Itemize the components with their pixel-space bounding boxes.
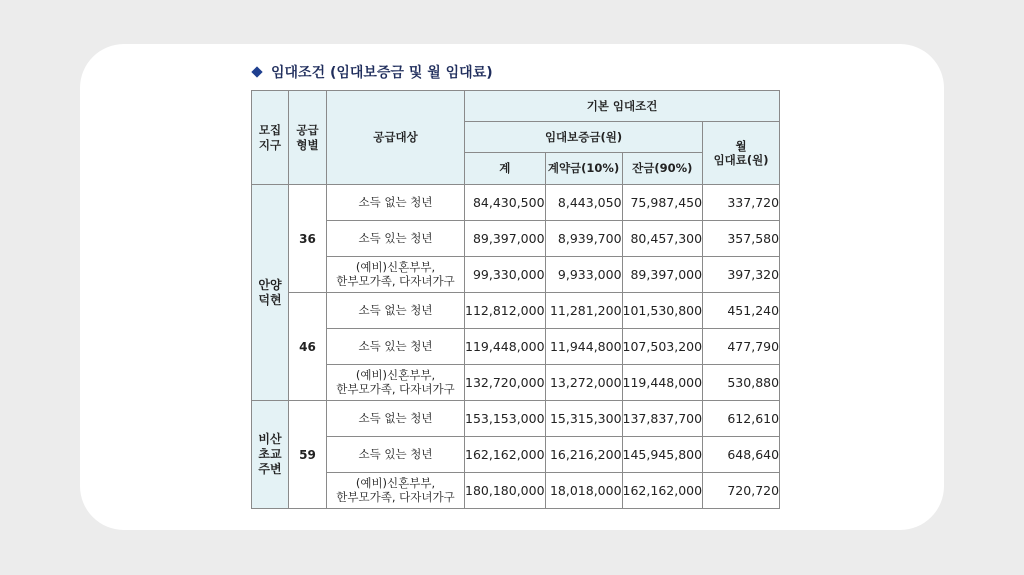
header-target: 공급대상 [327, 91, 465, 185]
monthly-cell: 337,720 [703, 185, 780, 221]
supply-type-cell: 59 [289, 401, 327, 509]
header-total: 계 [465, 153, 546, 185]
contract-cell: 8,939,700 [545, 221, 622, 257]
monthly-cell: 648,640 [703, 437, 780, 473]
header-supply-type: 공급 형별 [289, 91, 327, 185]
contract-cell: 15,315,300 [545, 401, 622, 437]
balance-cell: 162,162,000 [622, 473, 703, 509]
target-cell: 소득 없는 청년 [327, 185, 465, 221]
target-cell: (예비)신혼부부, 한부모가족, 다자녀가구 [327, 257, 465, 293]
header-contract: 계약금(10%) [545, 153, 622, 185]
target-cell: 소득 있는 청년 [327, 437, 465, 473]
total-cell: 99,330,000 [465, 257, 546, 293]
total-cell: 153,153,000 [465, 401, 546, 437]
total-cell: 89,397,000 [465, 221, 546, 257]
header-monthly-rent: 월 임대료(원) [703, 122, 780, 185]
monthly-cell: 720,720 [703, 473, 780, 509]
total-cell: 84,430,500 [465, 185, 546, 221]
monthly-cell: 530,880 [703, 365, 780, 401]
contract-cell: 9,933,000 [545, 257, 622, 293]
total-cell: 180,180,000 [465, 473, 546, 509]
header-balance: 잔금(90%) [622, 153, 703, 185]
contract-cell: 16,216,200 [545, 437, 622, 473]
total-cell: 132,720,000 [465, 365, 546, 401]
monthly-cell: 397,320 [703, 257, 780, 293]
total-cell: 112,812,000 [465, 293, 546, 329]
section-heading [251, 62, 493, 82]
district-bisan: 비산 초교 주변 [252, 401, 289, 509]
header-deposit: 임대보증금(원) [465, 122, 703, 153]
table-row [252, 401, 780, 437]
balance-cell: 145,945,800 [622, 437, 703, 473]
total-cell: 119,448,000 [465, 329, 546, 365]
supply-type-cell: 46 [289, 293, 327, 401]
table-row [252, 365, 780, 401]
balance-cell: 107,503,200 [622, 329, 703, 365]
balance-cell: 101,530,800 [622, 293, 703, 329]
diamond-bullet-icon [251, 66, 262, 77]
target-cell: 소득 있는 청년 [327, 329, 465, 365]
target-cell: 소득 있는 청년 [327, 221, 465, 257]
contract-cell: 18,018,000 [545, 473, 622, 509]
table-row [252, 185, 780, 221]
district-anyang: 안양 덕현 [252, 185, 289, 401]
monthly-cell: 477,790 [703, 329, 780, 365]
balance-cell: 119,448,000 [622, 365, 703, 401]
balance-cell: 80,457,300 [622, 221, 703, 257]
rent-conditions-table [251, 90, 780, 509]
monthly-cell: 451,240 [703, 293, 780, 329]
table-row [252, 293, 780, 329]
contract-cell: 11,944,800 [545, 329, 622, 365]
balance-cell: 137,837,700 [622, 401, 703, 437]
monthly-cell: 357,580 [703, 221, 780, 257]
table-row [252, 329, 780, 365]
table-row [252, 473, 780, 509]
target-cell: 소득 없는 청년 [327, 401, 465, 437]
contract-cell: 8,443,050 [545, 185, 622, 221]
contract-cell: 13,272,000 [545, 365, 622, 401]
target-cell: (예비)신혼부부, 한부모가족, 다자녀가구 [327, 365, 465, 401]
target-cell: (예비)신혼부부, 한부모가족, 다자녀가구 [327, 473, 465, 509]
supply-type-cell: 36 [289, 185, 327, 293]
table-row [252, 257, 780, 293]
balance-cell: 75,987,450 [622, 185, 703, 221]
target-cell: 소득 없는 청년 [327, 293, 465, 329]
balance-cell: 89,397,000 [622, 257, 703, 293]
table-row [252, 221, 780, 257]
header-row-1 [252, 91, 780, 122]
total-cell: 162,162,000 [465, 437, 546, 473]
header-basic-conditions: 기본 임대조건 [465, 91, 780, 122]
monthly-cell: 612,610 [703, 401, 780, 437]
header-district: 모집 지구 [252, 91, 289, 185]
contract-cell: 11,281,200 [545, 293, 622, 329]
heading-text: 임대조건 (임대보증금 및 월 임대료) [271, 65, 493, 81]
table-row [252, 437, 780, 473]
